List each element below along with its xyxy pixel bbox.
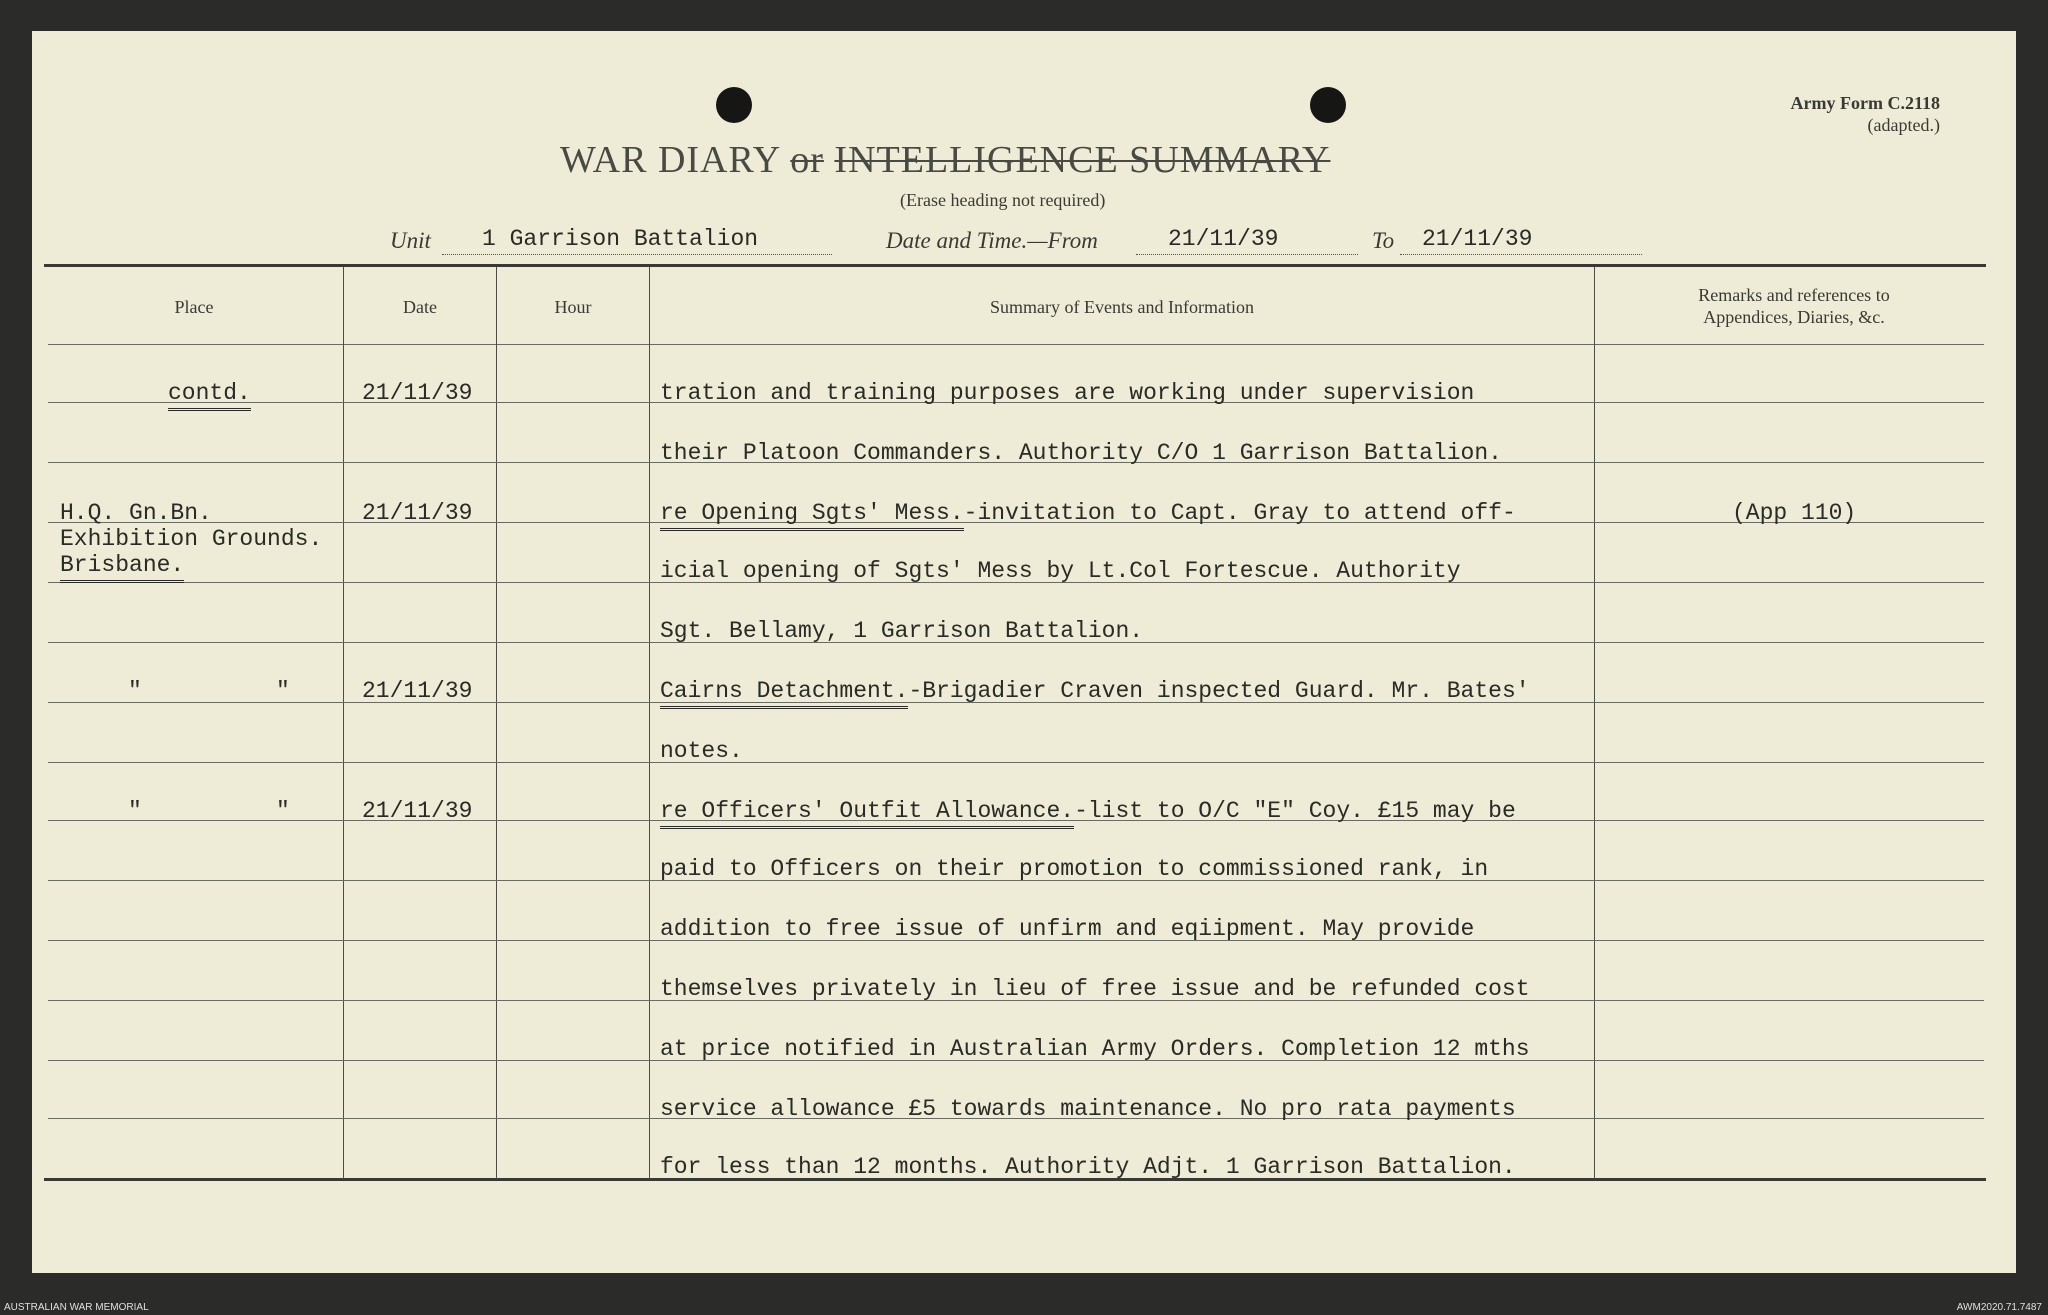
remarks-cell: (App 110) — [1732, 500, 1857, 526]
date-from-label: Date and Time.—From — [886, 228, 1098, 253]
place-cell — [60, 552, 184, 578]
adapted-label: (adapted.) — [1867, 115, 1940, 135]
col-header-hour: Hour — [554, 297, 592, 317]
col-header-place: Place — [174, 297, 214, 317]
unit-dotted-line — [442, 254, 832, 255]
column-divider — [1594, 267, 1595, 1179]
date-cell: 21/11/39 — [362, 500, 473, 526]
table-top-border — [44, 264, 1986, 267]
ditto-mark: " — [128, 798, 142, 824]
summary-line — [660, 500, 1516, 526]
date-cell: 21/11/39 — [362, 798, 473, 824]
col-header-date: Date — [403, 297, 437, 317]
summary-line — [660, 678, 1530, 704]
summary-line: Sgt. Bellamy, 1 Garrison Battalion. — [660, 618, 1144, 644]
summary-line: for less than 12 months. Authority Adjt. 1 Garrison Battalion. — [660, 1154, 1516, 1180]
summary-line: at price notified in Australian Army Orders. Completion 12 mths — [660, 1036, 1530, 1062]
summary-line: service allowance £5 towards maintenance. No pro rata payments — [660, 1096, 1516, 1122]
place-cell: H.Q. Gn.Bn. — [60, 500, 212, 526]
summary-line — [660, 798, 1516, 824]
date-from-dotted-line — [1136, 254, 1358, 255]
summary-text: -invitation to Capt. Gray to attend off- — [963, 500, 1516, 526]
army-form-label: Army Form C.2118 — [1790, 93, 1940, 113]
title-or: or — [790, 139, 824, 181]
summary-line: tration and training purposes are working under supervision — [660, 380, 1475, 406]
to-label: To — [1372, 228, 1395, 253]
column-divider — [343, 267, 344, 1179]
summary-line: paid to Officers on their promotion to commissioned rank, in — [660, 856, 1489, 882]
summary-line: icial opening of Sgts' Mess by Lt.Col Fortescue. Authority — [660, 558, 1461, 584]
summary-line: their Platoon Commanders. Authority C/O 1 Garrison Battalion. — [660, 440, 1502, 466]
punch-hole — [716, 87, 752, 123]
summary-subject: re Opening Sgts' Mess. — [660, 500, 964, 531]
place-cell — [168, 380, 251, 406]
column-divider — [649, 267, 650, 1179]
army-form-number — [1700, 92, 1940, 136]
date-cell: 21/11/39 — [362, 380, 473, 406]
footer-right: AWM2020.71.7487 — [1956, 1302, 2042, 1313]
summary-subject: re Officers' Outfit Allowance. — [660, 798, 1074, 829]
punch-hole — [1310, 87, 1346, 123]
summary-line: themselves privately in lieu of free issue and be refunded cost — [660, 976, 1530, 1002]
date-to-value: 21/11/39 — [1422, 226, 1533, 252]
title-intelligence-summary: INTELLIGENCE SUMMARY — [834, 139, 1331, 181]
unit-value: 1 Garrison Battalion — [482, 226, 759, 252]
unit-label: Unit — [390, 228, 431, 253]
remarks-header-line1: Remarks and references to — [1698, 285, 1890, 305]
ditto-mark: " — [128, 678, 142, 704]
col-header-remarks — [1596, 284, 1992, 328]
place-cell: Exhibition Grounds. — [60, 526, 323, 552]
summary-text: -Brigadier Craven inspected Guard. Mr. Bates' — [908, 678, 1530, 704]
ditto-mark: " — [276, 678, 290, 704]
date-cell: 21/11/39 — [362, 678, 473, 704]
date-from-value: 21/11/39 — [1168, 226, 1279, 252]
footer-left: AUSTRALIAN WAR MEMORIAL — [4, 1302, 149, 1313]
place-brisbane: Brisbane. — [60, 552, 184, 583]
date-to-dotted-line — [1400, 254, 1642, 255]
diary-page — [32, 31, 2016, 1273]
column-divider — [496, 267, 497, 1179]
summary-text: -list to O/C "E" Coy. £15 may be — [1074, 798, 1516, 824]
summary-line: addition to free issue of unfirm and eqiipment. May provide — [660, 916, 1475, 942]
erase-note: (Erase heading not required) — [900, 190, 1106, 210]
col-header-summary: Summary of Events and Information — [990, 297, 1254, 317]
remarks-header-line2: Appendices, Diaries, &c. — [1703, 307, 1885, 327]
summary-line: notes. — [660, 738, 743, 764]
ditto-mark: " — [276, 798, 290, 824]
title-war-diary: WAR DIARY — [560, 139, 780, 181]
ruled-line — [48, 762, 1984, 763]
summary-subject: Cairns Detachment. — [660, 678, 908, 709]
header-divider — [48, 344, 1984, 345]
page-title — [560, 138, 1330, 182]
place-contd: contd. — [168, 380, 251, 411]
